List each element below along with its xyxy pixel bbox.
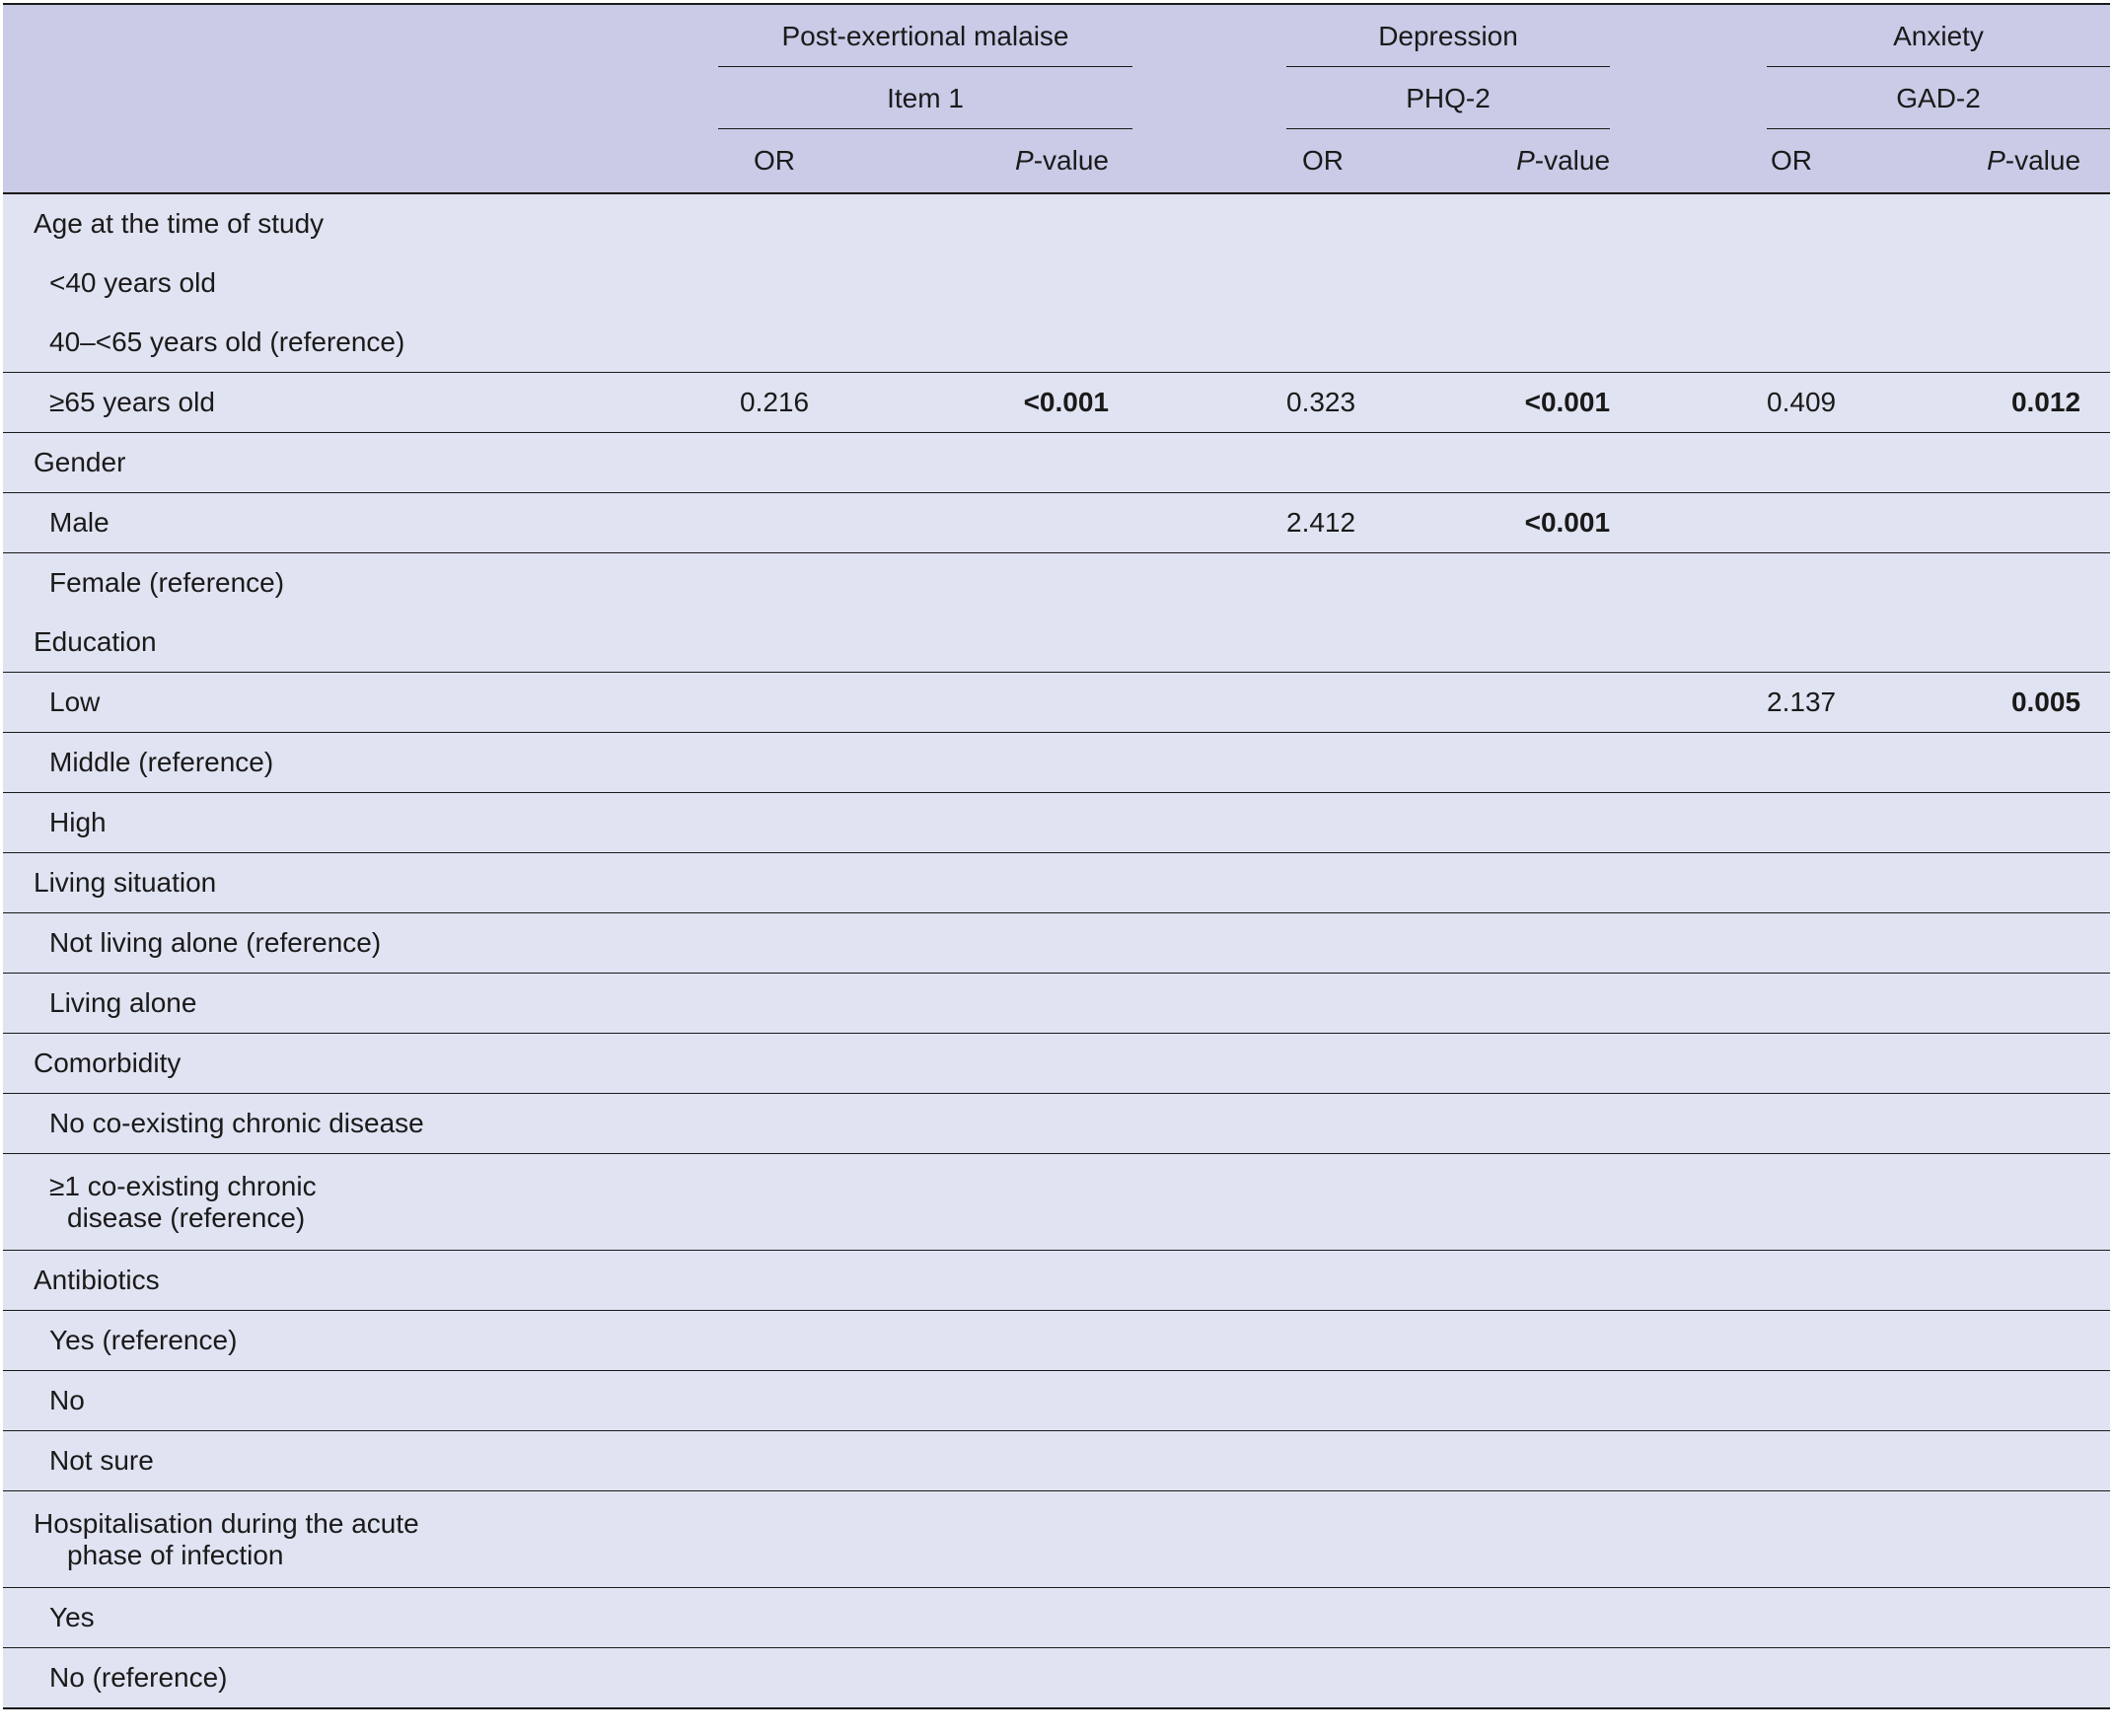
cell-depression-pvalue bbox=[1454, 733, 1610, 793]
cell-pem-or bbox=[718, 1648, 926, 1709]
cell-spacer bbox=[1132, 793, 1286, 853]
cell-anxiety-pvalue bbox=[1934, 253, 2110, 313]
header-row-stats bbox=[3, 129, 2110, 193]
row-label bbox=[3, 1491, 718, 1588]
row-label-text: ≥1 co-existing chronic bbox=[49, 1170, 317, 1201]
cell-depression-pvalue bbox=[1454, 1154, 1610, 1251]
cell-spacer bbox=[1610, 974, 1767, 1034]
header-instrument-depression bbox=[1286, 67, 1610, 129]
row-label bbox=[3, 1648, 718, 1709]
cell-anxiety-pvalue bbox=[1934, 793, 2110, 853]
row-label bbox=[3, 613, 718, 673]
cell-spacer bbox=[1610, 1094, 1767, 1154]
cell-spacer bbox=[1132, 1034, 1286, 1094]
cell-anxiety-or bbox=[1767, 553, 1934, 614]
table-row bbox=[3, 553, 2110, 614]
cell-anxiety-or bbox=[1767, 493, 1934, 553]
header-group-depression bbox=[1286, 4, 1610, 67]
table-row bbox=[3, 913, 2110, 974]
cell-pem-pvalue bbox=[926, 1588, 1132, 1648]
row-label-text: Female (reference) bbox=[49, 567, 285, 598]
cell-anxiety-or bbox=[1767, 974, 1934, 1034]
cell-spacer bbox=[1132, 1311, 1286, 1371]
cell-anxiety-or bbox=[1767, 1371, 1934, 1431]
cell-spacer bbox=[1132, 974, 1286, 1034]
cell-anxiety-pvalue bbox=[1934, 1491, 2110, 1588]
cell-pem-or bbox=[718, 1371, 926, 1431]
table-row bbox=[3, 313, 2110, 373]
table-row bbox=[3, 1154, 2110, 1251]
cell-anxiety-pvalue: 0.012 bbox=[2010, 387, 2081, 417]
instrument-label: PHQ-2 bbox=[1406, 82, 1491, 113]
table-row bbox=[3, 253, 2110, 313]
cell-pem-pvalue bbox=[926, 253, 1132, 313]
row-label-text: No bbox=[49, 1385, 85, 1415]
cell-depression-or bbox=[1286, 1251, 1454, 1311]
cell-depression-or bbox=[1286, 793, 1454, 853]
cell-pem-pvalue bbox=[926, 974, 1132, 1034]
cell-spacer bbox=[1132, 1648, 1286, 1709]
header-group-anxiety bbox=[1767, 4, 2110, 67]
cell-depression-pvalue: <0.001 bbox=[1524, 507, 1611, 538]
row-label-text: High bbox=[49, 807, 107, 837]
row-label-text: Living alone bbox=[49, 987, 197, 1018]
header-instrument-pem bbox=[718, 67, 1132, 129]
cell-anxiety-pvalue bbox=[1934, 1094, 2110, 1154]
cell-depression-or bbox=[1286, 193, 1454, 253]
table-row bbox=[3, 493, 2110, 553]
row-label-text: Education bbox=[34, 626, 157, 657]
cell-anxiety-pvalue bbox=[1934, 553, 2110, 614]
cell-depression-pvalue bbox=[1454, 433, 1610, 493]
header-or-depression: OR bbox=[1286, 129, 1454, 193]
cell-anxiety-pvalue bbox=[1934, 433, 2110, 493]
row-label bbox=[3, 493, 718, 553]
cell-spacer bbox=[1610, 1431, 1767, 1491]
cell-spacer bbox=[1132, 373, 1286, 433]
table-row bbox=[3, 1588, 2110, 1648]
cell-pem-or bbox=[718, 793, 926, 853]
cell-depression-pvalue bbox=[1454, 1588, 1610, 1648]
cell-anxiety-or bbox=[1767, 253, 1934, 313]
regression-table bbox=[3, 3, 2110, 1709]
table-body bbox=[3, 193, 2110, 1708]
cell-anxiety-pvalue bbox=[1934, 1311, 2110, 1371]
cell-spacer bbox=[1610, 553, 1767, 614]
cell-pem-pvalue bbox=[926, 1154, 1132, 1251]
row-label bbox=[3, 1371, 718, 1431]
cell-depression-pvalue bbox=[1454, 613, 1610, 673]
row-label bbox=[3, 1251, 718, 1311]
cell-spacer bbox=[1610, 613, 1767, 673]
cell-pem-or bbox=[718, 433, 926, 493]
header-or-anxiety: OR bbox=[1767, 129, 1934, 193]
cell-pem-or bbox=[718, 1431, 926, 1491]
cell-anxiety-or bbox=[1767, 1491, 1934, 1588]
cell-anxiety-or bbox=[1767, 1094, 1934, 1154]
cell-pem-or bbox=[718, 1154, 926, 1251]
row-label-text: Living situation bbox=[34, 867, 217, 898]
cell-anxiety-pvalue bbox=[1934, 193, 2110, 253]
cell-spacer bbox=[1132, 253, 1286, 313]
cell-pem-pvalue bbox=[926, 433, 1132, 493]
cell-depression-pvalue bbox=[1454, 1034, 1610, 1094]
cell-spacer bbox=[1610, 793, 1767, 853]
cell-anxiety-pvalue bbox=[1934, 733, 2110, 793]
cell-pem-pvalue bbox=[926, 853, 1132, 913]
cell-pem-pvalue bbox=[926, 1431, 1132, 1491]
cell-pem-pvalue bbox=[926, 1034, 1132, 1094]
cell-spacer bbox=[1610, 1034, 1767, 1094]
instrument-label: GAD-2 bbox=[1896, 82, 1981, 113]
cell-spacer bbox=[1610, 253, 1767, 313]
cell-spacer bbox=[1132, 1094, 1286, 1154]
cell-spacer bbox=[1132, 433, 1286, 493]
cell-anxiety-or bbox=[1767, 853, 1934, 913]
cell-spacer bbox=[1610, 193, 1767, 253]
cell-anxiety-or bbox=[1767, 193, 1934, 253]
cell-depression-pvalue bbox=[1454, 853, 1610, 913]
header-pvalue-depression: P-value bbox=[1454, 129, 1610, 193]
row-label-text: Age at the time of study bbox=[34, 208, 325, 239]
table-row bbox=[3, 733, 2110, 793]
header-instrument-anxiety bbox=[1767, 67, 2110, 129]
cell-pem-or bbox=[718, 733, 926, 793]
cell-depression-or bbox=[1286, 913, 1454, 974]
cell-spacer bbox=[1132, 733, 1286, 793]
cell-pem-or bbox=[718, 313, 926, 373]
cell-anxiety-pvalue bbox=[1934, 493, 2110, 553]
cell-depression-or bbox=[1286, 673, 1454, 733]
cell-spacer bbox=[1610, 1648, 1767, 1709]
cell-depression-or bbox=[1286, 313, 1454, 373]
cell-pem-pvalue bbox=[926, 313, 1132, 373]
cell-spacer bbox=[1132, 913, 1286, 974]
cell-depression-or bbox=[1286, 1648, 1454, 1709]
cell-anxiety-pvalue bbox=[1934, 1588, 2110, 1648]
cell-pem-pvalue bbox=[926, 1371, 1132, 1431]
table-row bbox=[3, 1034, 2110, 1094]
row-label bbox=[3, 793, 718, 853]
row-label-text: Male bbox=[49, 507, 109, 538]
table-row bbox=[3, 373, 2110, 433]
header-row-groups bbox=[3, 4, 2110, 67]
cell-spacer bbox=[1610, 373, 1767, 433]
cell-spacer bbox=[1132, 313, 1286, 373]
cell-pem-pvalue bbox=[926, 733, 1132, 793]
table-row bbox=[3, 1094, 2110, 1154]
table-row bbox=[3, 1251, 2110, 1311]
cell-pem-or bbox=[718, 1034, 926, 1094]
cell-pem-pvalue bbox=[926, 493, 1132, 553]
cell-anxiety-or bbox=[1767, 1034, 1934, 1094]
cell-depression-or bbox=[1286, 433, 1454, 493]
cell-pem-or bbox=[718, 853, 926, 913]
table-row bbox=[3, 613, 2110, 673]
cell-depression-or bbox=[1286, 733, 1454, 793]
cell-anxiety-pvalue bbox=[1934, 974, 2110, 1034]
header-pvalue-anxiety: P-value bbox=[1934, 129, 2110, 193]
cell-spacer bbox=[1610, 1588, 1767, 1648]
cell-depression-or bbox=[1286, 1431, 1454, 1491]
cell-pem-or bbox=[718, 974, 926, 1034]
header-group-name: Post-exertional malaise bbox=[781, 20, 1069, 51]
cell-anxiety-or bbox=[1767, 1648, 1934, 1709]
cell-pem-pvalue bbox=[926, 553, 1132, 614]
cell-spacer bbox=[1610, 313, 1767, 373]
cell-depression-pvalue bbox=[1454, 1648, 1610, 1709]
row-label-text: Middle (reference) bbox=[49, 747, 274, 777]
row-label bbox=[3, 733, 718, 793]
cell-pem-pvalue bbox=[926, 613, 1132, 673]
table-row bbox=[3, 1491, 2110, 1588]
cell-depression-pvalue bbox=[1454, 793, 1610, 853]
cell-depression-pvalue bbox=[1454, 673, 1610, 733]
cell-spacer bbox=[1132, 613, 1286, 673]
cell-anxiety-or bbox=[1767, 1311, 1934, 1371]
cell-anxiety-pvalue bbox=[1934, 1034, 2110, 1094]
cell-depression-pvalue bbox=[1454, 193, 1610, 253]
cell-depression-or bbox=[1286, 974, 1454, 1034]
header-or-pem: OR bbox=[718, 129, 926, 193]
cell-spacer bbox=[1132, 1491, 1286, 1588]
row-label-text: Not sure bbox=[49, 1445, 154, 1476]
table-row bbox=[3, 1431, 2110, 1491]
cell-pem-pvalue bbox=[926, 1491, 1132, 1588]
row-label-text-continued: disease (reference) bbox=[67, 1201, 306, 1233]
cell-anxiety-pvalue bbox=[1934, 1371, 2110, 1431]
cell-spacer bbox=[1132, 1154, 1286, 1251]
header-group-name: Anxiety bbox=[1893, 20, 1984, 51]
cell-spacer bbox=[1132, 193, 1286, 253]
row-label-text: Low bbox=[49, 687, 101, 717]
table-header bbox=[3, 4, 2110, 193]
row-label-text: Hospitalisation during the acute bbox=[34, 1507, 419, 1539]
cell-spacer bbox=[1610, 673, 1767, 733]
cell-anxiety-pvalue bbox=[1934, 1648, 2110, 1709]
table-row bbox=[3, 673, 2110, 733]
header-group-pem bbox=[718, 4, 1132, 67]
row-label bbox=[3, 1588, 718, 1648]
row-label bbox=[3, 253, 718, 313]
cell-depression-pvalue bbox=[1454, 913, 1610, 974]
cell-anxiety-or bbox=[1767, 1431, 1934, 1491]
cell-depression-pvalue bbox=[1454, 1094, 1610, 1154]
row-label-text: Yes (reference) bbox=[49, 1325, 238, 1355]
instrument-label: Item 1 bbox=[887, 82, 964, 113]
cell-anxiety-or bbox=[1767, 433, 1934, 493]
cell-anxiety-or bbox=[1767, 733, 1934, 793]
cell-depression-or bbox=[1286, 853, 1454, 913]
cell-depression-or bbox=[1286, 1491, 1454, 1588]
cell-spacer bbox=[1610, 853, 1767, 913]
header-row-instruments bbox=[3, 67, 2110, 129]
row-label bbox=[3, 673, 718, 733]
header-pvalue-pem: P-value bbox=[926, 129, 1132, 193]
cell-depression-pvalue bbox=[1454, 313, 1610, 373]
header-blank bbox=[3, 4, 718, 67]
row-label bbox=[3, 1431, 718, 1491]
cell-anxiety-or: 2.137 bbox=[1767, 687, 1837, 717]
cell-anxiety-or bbox=[1767, 913, 1934, 974]
row-label bbox=[3, 1034, 718, 1094]
cell-pem-or bbox=[718, 1094, 926, 1154]
cell-pem-or bbox=[718, 613, 926, 673]
row-label-text: No (reference) bbox=[49, 1662, 228, 1693]
cell-depression-or bbox=[1286, 1154, 1454, 1251]
cell-anxiety-or bbox=[1767, 313, 1934, 373]
cell-anxiety-pvalue bbox=[1934, 853, 2110, 913]
cell-pem-pvalue bbox=[926, 1094, 1132, 1154]
row-label-text: Not living alone (reference) bbox=[49, 927, 382, 958]
cell-anxiety-pvalue bbox=[1934, 1251, 2110, 1311]
row-label-text: ≥65 years old bbox=[49, 387, 215, 417]
table-row bbox=[3, 1371, 2110, 1431]
cell-spacer bbox=[1610, 733, 1767, 793]
cell-depression-or bbox=[1286, 1371, 1454, 1431]
cell-spacer bbox=[1132, 853, 1286, 913]
row-label-text: Antibiotics bbox=[34, 1265, 160, 1295]
cell-anxiety-or bbox=[1767, 1251, 1934, 1311]
cell-pem-or bbox=[718, 913, 926, 974]
row-label-text-continued: phase of infection bbox=[67, 1539, 284, 1570]
cell-depression-pvalue bbox=[1454, 253, 1610, 313]
cell-pem-or bbox=[718, 493, 926, 553]
cell-depression-or bbox=[1286, 553, 1454, 614]
row-label-text: <40 years old bbox=[49, 267, 216, 298]
cell-spacer bbox=[1132, 1588, 1286, 1648]
cell-pem-or bbox=[718, 1588, 926, 1648]
cell-depression-or bbox=[1286, 1034, 1454, 1094]
cell-spacer bbox=[1610, 1251, 1767, 1311]
cell-anxiety-or bbox=[1767, 613, 1934, 673]
cell-pem-pvalue: <0.001 bbox=[1023, 387, 1109, 417]
cell-pem-or bbox=[718, 193, 926, 253]
cell-pem-or bbox=[718, 1251, 926, 1311]
cell-spacer bbox=[1132, 553, 1286, 614]
cell-depression-pvalue bbox=[1454, 1371, 1610, 1431]
row-label-text: Yes bbox=[49, 1602, 95, 1632]
cell-depression-pvalue: <0.001 bbox=[1524, 387, 1611, 417]
cell-pem-pvalue bbox=[926, 913, 1132, 974]
cell-spacer bbox=[1132, 493, 1286, 553]
cell-spacer bbox=[1132, 1371, 1286, 1431]
row-label bbox=[3, 913, 718, 974]
cell-spacer bbox=[1610, 1491, 1767, 1588]
cell-spacer bbox=[1132, 1251, 1286, 1311]
cell-depression-or bbox=[1286, 1094, 1454, 1154]
row-label-text: Gender bbox=[34, 447, 126, 477]
cell-spacer bbox=[1610, 433, 1767, 493]
cell-pem-or bbox=[718, 673, 926, 733]
cell-pem-or bbox=[718, 253, 926, 313]
cell-pem-or: 0.216 bbox=[740, 387, 810, 417]
table-row bbox=[3, 193, 2110, 253]
cell-anxiety-pvalue bbox=[1934, 1154, 2110, 1251]
cell-anxiety-or bbox=[1767, 1154, 1934, 1251]
cell-depression-pvalue bbox=[1454, 1251, 1610, 1311]
row-label bbox=[3, 1311, 718, 1371]
cell-anxiety-pvalue bbox=[1934, 913, 2110, 974]
row-label bbox=[3, 433, 718, 493]
cell-spacer bbox=[1132, 1431, 1286, 1491]
row-label bbox=[3, 974, 718, 1034]
cell-depression-or bbox=[1286, 253, 1454, 313]
cell-spacer bbox=[1610, 1311, 1767, 1371]
cell-spacer bbox=[1610, 493, 1767, 553]
cell-depression-or bbox=[1286, 1588, 1454, 1648]
cell-pem-or bbox=[718, 1311, 926, 1371]
table-row bbox=[3, 1648, 2110, 1709]
cell-anxiety-or: 0.409 bbox=[1767, 387, 1837, 417]
cell-pem-or bbox=[718, 1491, 926, 1588]
cell-depression-pvalue bbox=[1454, 1311, 1610, 1371]
cell-anxiety-or bbox=[1767, 793, 1934, 853]
row-label-text: 40–<65 years old (reference) bbox=[49, 326, 405, 357]
cell-pem-pvalue bbox=[926, 1648, 1132, 1709]
row-label bbox=[3, 553, 718, 614]
cell-anxiety-pvalue bbox=[1934, 613, 2110, 673]
row-label bbox=[3, 1094, 718, 1154]
row-label-text: Comorbidity bbox=[34, 1048, 182, 1078]
row-label bbox=[3, 313, 718, 373]
cell-anxiety-pvalue bbox=[1934, 1431, 2110, 1491]
cell-pem-pvalue bbox=[926, 793, 1132, 853]
cell-pem-or bbox=[718, 553, 926, 614]
cell-pem-pvalue bbox=[926, 1311, 1132, 1371]
cell-depression-or: 2.412 bbox=[1286, 507, 1356, 538]
cell-pem-pvalue bbox=[926, 1251, 1132, 1311]
cell-depression-or bbox=[1286, 613, 1454, 673]
table-row bbox=[3, 853, 2110, 913]
cell-pem-pvalue bbox=[926, 673, 1132, 733]
table-row bbox=[3, 1311, 2110, 1371]
cell-anxiety-pvalue bbox=[1934, 313, 2110, 373]
cell-spacer bbox=[1132, 673, 1286, 733]
row-label bbox=[3, 853, 718, 913]
cell-depression-pvalue bbox=[1454, 1491, 1610, 1588]
cell-spacer bbox=[1610, 913, 1767, 974]
cell-depression-pvalue bbox=[1454, 553, 1610, 614]
row-label bbox=[3, 193, 718, 253]
header-group-name: Depression bbox=[1378, 20, 1518, 51]
cell-spacer bbox=[1610, 1154, 1767, 1251]
cell-depression-pvalue bbox=[1454, 974, 1610, 1034]
cell-anxiety-pvalue: 0.005 bbox=[2010, 687, 2081, 717]
table-row bbox=[3, 793, 2110, 853]
cell-depression-pvalue bbox=[1454, 1431, 1610, 1491]
cell-pem-pvalue bbox=[926, 193, 1132, 253]
table-row bbox=[3, 433, 2110, 493]
cell-depression-or bbox=[1286, 1311, 1454, 1371]
cell-anxiety-or bbox=[1767, 1588, 1934, 1648]
row-label-text: No co-existing chronic disease bbox=[49, 1108, 424, 1138]
table-row bbox=[3, 974, 2110, 1034]
row-label bbox=[3, 373, 718, 433]
cell-spacer bbox=[1610, 1371, 1767, 1431]
cell-depression-or: 0.323 bbox=[1286, 387, 1356, 417]
row-label bbox=[3, 1154, 718, 1251]
